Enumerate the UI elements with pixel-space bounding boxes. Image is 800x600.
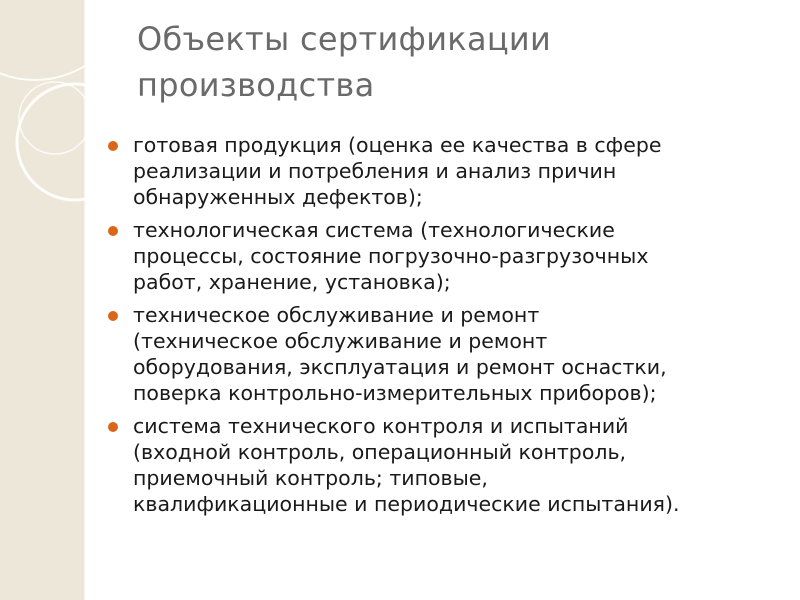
slide-title	[137, 16, 777, 108]
bullet-item	[105, 413, 785, 517]
bullet-line: процессы, состояние погрузочно-разгрузочных	[133, 244, 649, 268]
decorative-ring-large	[0, 0, 130, 80]
bullet-line: технологическая система (технологические	[133, 218, 615, 242]
bullet-line: оборудования, эксплуатация и ремонт оснастки,	[133, 355, 667, 379]
circle-bullet-icon	[108, 226, 118, 236]
slide-title-line-1: Объекты сертификации	[137, 20, 552, 58]
bullet-line: (техническое обслуживание и ремонт	[133, 329, 548, 353]
bullet-line: готовая продукция (оценка ее качества в сфере	[133, 133, 662, 157]
bullet-item	[105, 132, 785, 210]
bullet-line: (входной контроль, операционный контроль,	[133, 440, 627, 464]
bullet-list	[105, 132, 785, 524]
bullet-line: поверка контрольно-измерительных приборов);	[133, 381, 657, 405]
bullet-item	[105, 302, 785, 406]
circle-bullet-icon	[108, 141, 118, 151]
circle-bullet-icon	[108, 311, 118, 321]
bullet-line: приемочный контроль; типовые,	[133, 466, 488, 490]
circle-bullet-icon	[108, 422, 118, 432]
decorative-ring-small	[19, 82, 91, 154]
bullet-line: техническое обслуживание и ремонт	[133, 303, 540, 327]
bullet-line: обнаруженных дефектов);	[133, 185, 423, 209]
bullet-line: система технического контроля и испытаний	[133, 414, 629, 438]
bullet-line: квалификационные и периодические испытания).	[133, 492, 680, 516]
bullet-item	[105, 217, 785, 295]
slide-title-line-2: производства	[137, 66, 375, 104]
bullet-line: работ, хранение, установка);	[133, 270, 451, 294]
bullet-line: реализации и потребления и анализ причин	[133, 159, 617, 183]
